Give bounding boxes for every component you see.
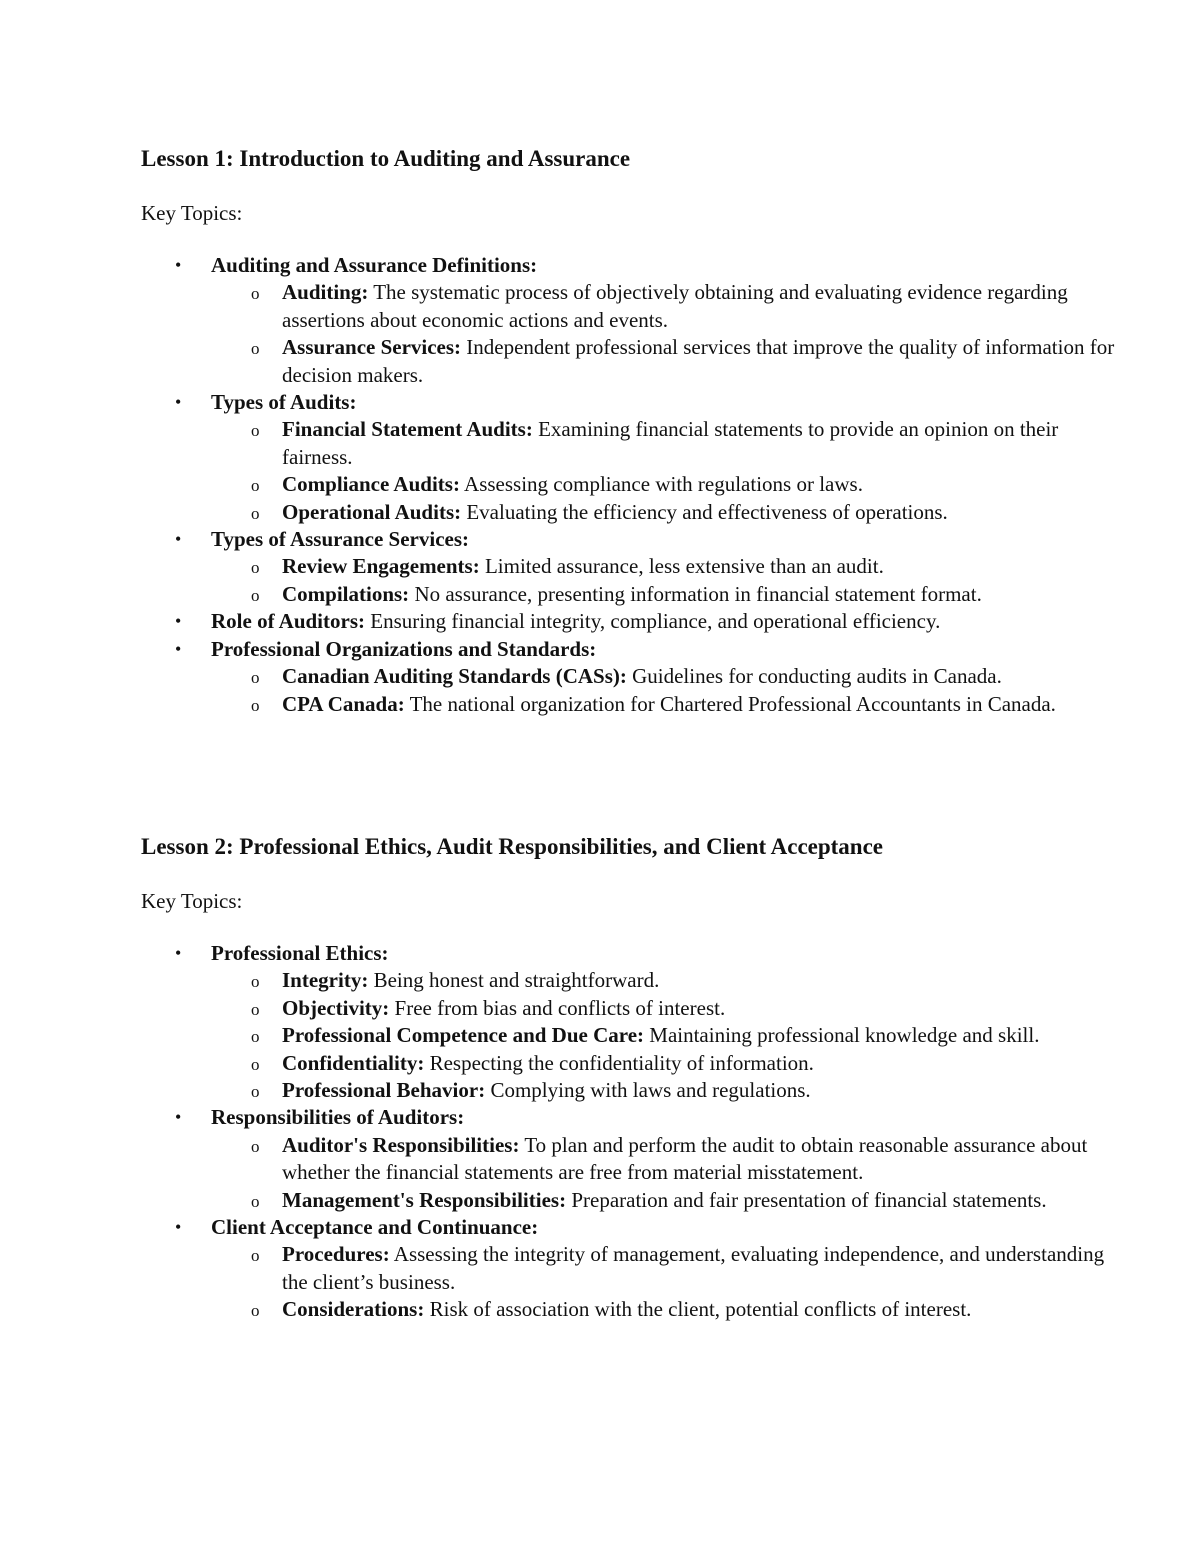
subtopic-list (211, 1241, 1105, 1323)
subtopic-text: Maintaining professional knowledge and skill. (644, 1023, 1040, 1048)
sub-bullet-icon: o (251, 1027, 260, 1047)
bullet-icon: • (175, 529, 182, 550)
subtopic-text: The systematic process of objectively obtaining and evaluating evidence regarding assertions about economic actions and events. (282, 280, 1068, 332)
subtopic-text: Assessing compliance with regulations or laws. (459, 472, 863, 497)
lesson-1-section (141, 142, 1115, 718)
topic-text: Ensuring financial integrity, compliance, and operational efficiency. (365, 609, 941, 634)
topic-item (141, 389, 1101, 526)
subtopic-item (211, 1296, 1117, 1323)
sub-bullet-icon: o (251, 999, 260, 1019)
bullet-icon: • (175, 1107, 182, 1128)
subtopic-item (211, 1132, 1117, 1187)
subtopic-item (211, 581, 1117, 608)
topic-item (141, 526, 1101, 608)
topic-label: Types of Audits: (211, 390, 357, 415)
subtopic-label: Auditor's Responsibilities: (282, 1132, 520, 1157)
bullet-icon: • (175, 943, 182, 963)
subtopic-item (211, 279, 1117, 334)
subtopic-text: No assurance, presenting information in financial statement format. (409, 581, 982, 606)
bullet-icon: • (175, 392, 182, 413)
subtopic-label: Review Engagements: (282, 554, 480, 579)
subtopic-item (211, 499, 1117, 526)
topic-item (141, 940, 1101, 1104)
subtopic-label: Professional Competence and Due Care: (282, 1023, 645, 1048)
subtopic-item (211, 1187, 1117, 1214)
subtopic-text: Assessing the integrity of management, evaluating independence, and understanding the client’s business. (282, 1242, 1105, 1294)
subtopic-label: Operational Audits: (282, 499, 462, 524)
sub-bullet-icon: o (251, 284, 260, 304)
lesson-2-section (141, 830, 1105, 1324)
subtopic-text: Independent professional services that improve the quality of information for decision makers. (282, 335, 1115, 387)
lesson-1-key-topics-label: Key Topics: (141, 201, 243, 225)
subtopic-item (211, 1050, 1117, 1077)
topic-label: Auditing and Assurance Definitions: (211, 253, 538, 277)
subtopic-item (211, 553, 1117, 580)
topic-item (141, 608, 1101, 635)
subtopic-text: Complying with laws and regulations. (485, 1078, 811, 1103)
subtopic-label: Assurance Services: (282, 335, 462, 360)
subtopic-item (211, 416, 1117, 471)
topic-label: Client Acceptance and Continuance: (211, 1215, 539, 1240)
subtopic-text: Examining financial statements to provide an opinion on their fairness. (282, 417, 1059, 469)
subtopic-list (211, 967, 1101, 1104)
lesson-2-key-topics-label: Key Topics: (141, 889, 243, 913)
sub-bullet-icon: o (251, 695, 260, 715)
subtopic-list (211, 553, 1101, 608)
subtopic-label: Integrity: (282, 968, 369, 993)
sub-bullet-icon: o (251, 972, 260, 992)
subtopic-text: Preparation and fair presentation of financial statements. (566, 1187, 1047, 1212)
subtopic-label: Professional Behavior: (282, 1078, 486, 1103)
subtopic-item (211, 1241, 1117, 1296)
topic-label: Role of Auditors: (211, 609, 365, 634)
subtopic-list (211, 416, 1101, 526)
topic-label: Professional Ethics: (211, 941, 389, 965)
sub-bullet-icon: o (251, 421, 260, 441)
lesson-1-title: Lesson 1: Introduction to Auditing and Assurance (141, 146, 631, 171)
subtopic-label: Objectivity: (282, 995, 390, 1020)
sub-bullet-icon: o (251, 668, 260, 688)
subtopic-label: Canadian Auditing Standards (CASs): (282, 664, 627, 689)
lesson-2-topic-list (141, 940, 1105, 1324)
sub-bullet-icon: o (251, 558, 260, 578)
subtopic-label: Compliance Audits: (282, 472, 460, 497)
subtopic-label: CPA Canada: (282, 691, 405, 716)
subtopic-text: Guidelines for conducting audits in Canada. (626, 664, 1002, 689)
subtopic-list (211, 279, 1115, 389)
subtopic-label: Confidentiality: (282, 1050, 425, 1075)
subtopic-text: Respecting the confidentiality of information. (424, 1050, 814, 1075)
subtopic-text: Being honest and straightforward. (368, 968, 660, 993)
subtopic-label: Auditing: (282, 280, 369, 305)
topic-item (141, 1104, 1101, 1214)
subtopic-item (211, 691, 1117, 718)
sub-bullet-icon: o (251, 1246, 260, 1266)
subtopic-list (211, 1132, 1101, 1214)
sub-bullet-icon: o (251, 1054, 260, 1074)
topic-label: Responsibilities of Auditors: (211, 1105, 465, 1130)
bullet-icon: • (175, 611, 182, 632)
subtopic-text: Evaluating the efficiency and effectiveness of operations. (461, 499, 948, 524)
sub-bullet-icon: o (251, 503, 260, 523)
sub-bullet-icon: o (251, 339, 260, 359)
subtopic-text: Free from bias and conflicts of interest. (389, 995, 726, 1020)
topic-label: Types of Assurance Services: (211, 527, 469, 552)
bullet-icon: • (175, 255, 182, 275)
sub-bullet-icon: o (251, 476, 260, 496)
subtopic-text: Limited assurance, less extensive than an audit. (479, 554, 884, 579)
topic-item (141, 252, 1115, 389)
sub-bullet-icon: o (251, 1191, 260, 1211)
subtopic-label: Financial Statement Audits: (282, 417, 533, 442)
topic-label: Professional Organizations and Standards: (211, 636, 597, 661)
subtopic-list (211, 663, 1101, 718)
lesson-2-title: Lesson 2: Professional Ethics, Audit Responsibilities, and Client Acceptance (141, 834, 884, 859)
subtopic-item (211, 334, 1117, 389)
bullet-icon: • (175, 638, 182, 659)
sub-bullet-icon: o (251, 1301, 260, 1321)
lesson-1-topic-list (141, 252, 1115, 718)
subtopic-label: Management's Responsibilities: (282, 1187, 567, 1212)
sub-bullet-icon: o (251, 585, 260, 605)
subtopic-item (211, 995, 1117, 1022)
subtopic-item (211, 471, 1117, 498)
topic-item (141, 1214, 1105, 1324)
subtopic-item (211, 663, 1117, 690)
subtopic-label: Considerations: (282, 1297, 425, 1322)
subtopic-text: Risk of association with the client, potential conflicts of interest. (424, 1297, 972, 1322)
subtopic-item (211, 1077, 1117, 1104)
subtopic-label: Compilations: (282, 581, 410, 606)
subtopic-item (211, 1022, 1117, 1049)
subtopic-item (211, 967, 1117, 994)
subtopic-text: To plan and perform the audit to obtain reasonable assurance about whether the financial statements are free from material misstatement. (282, 1132, 1088, 1185)
topic-item (141, 636, 1101, 718)
subtopic-text: The national organization for Chartered Professional Accountants in Canada. (404, 691, 1056, 716)
bullet-icon: • (175, 1217, 182, 1238)
subtopic-label: Procedures: (282, 1242, 390, 1267)
sub-bullet-icon: o (251, 1082, 260, 1102)
sub-bullet-icon: o (251, 1136, 260, 1156)
